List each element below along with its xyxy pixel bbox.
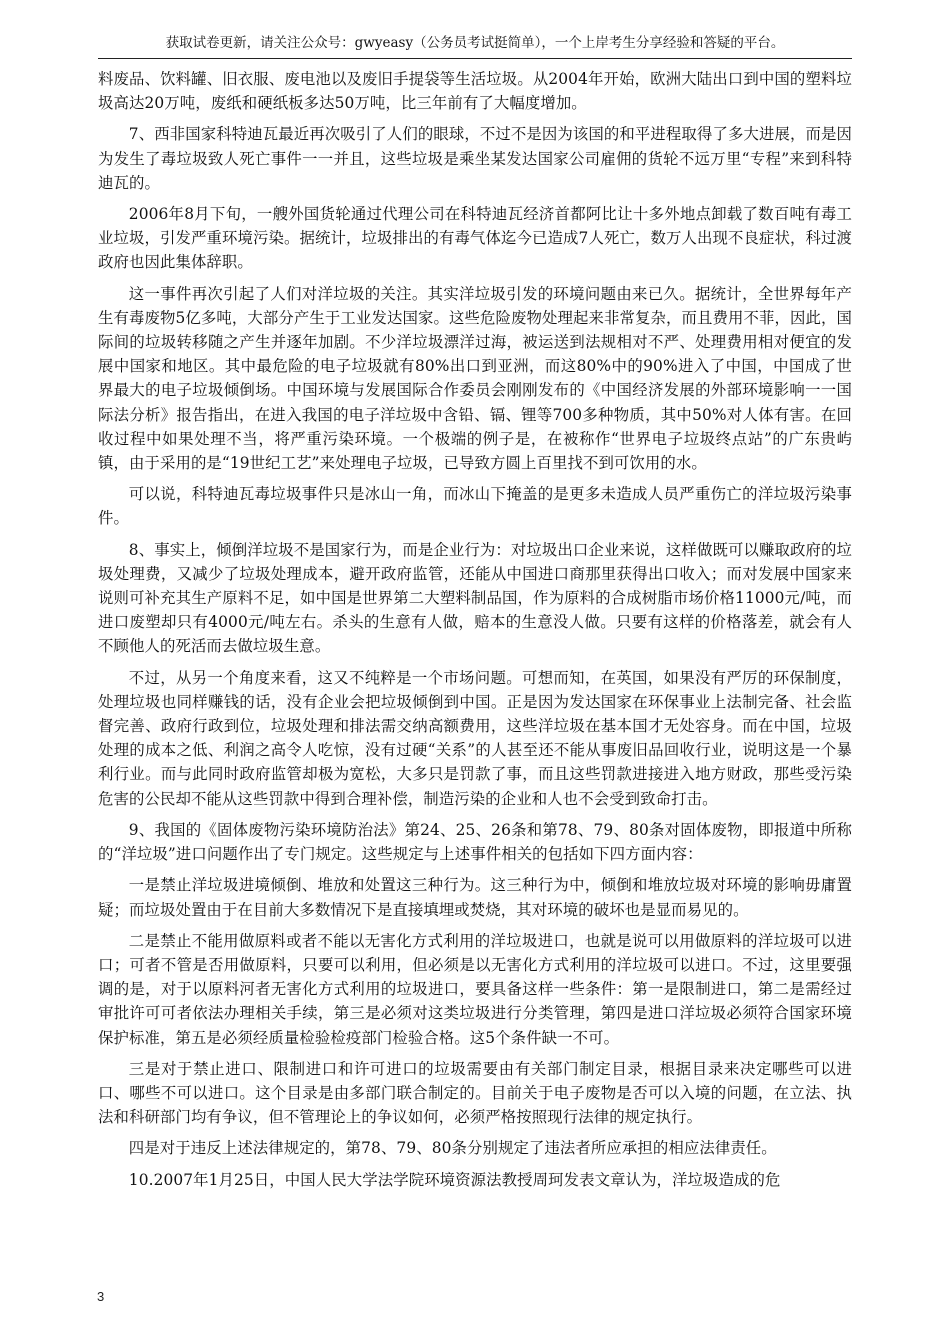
paragraph-7: 7、西非国家科特迪瓦最近再次吸引了人们的眼球，不过不是因为该国的和平进程取得了多大进展，而是因为发生了毒垃圾致人死亡事件一一并且，这些垃圾是乘坐某发达国家公司雇佣的货轮不远万里“专程”来到科特迪瓦的。 [98,125,852,192]
document-body [98,67,852,1199]
page-header: 获取试卷更新，请关注公众号：gwyeasy（公务员考试挺简单），一个上岸考生分享经验和答疑的平台。 [165,35,785,51]
paragraph-9-point-3: 三是对于禁止进口、限制进口和许可进口的垃圾需要由有关部门制定目录，根据目录来决定哪些可以进口、哪些不可以进口。这个目录是由多部门联合制定的。目前关于电子废物是否可以入境的问题，在立法、执法和科研部门均有争议，但不管理论上的争议如何，必须严格按照现行法律的规定执行。 [98,1059,852,1127]
paragraph-8: 8、事实上，倾倒洋垃圾不是国家行为，而是企业行为：对垃圾出口企业来说，这样做既可以赚取政府的垃圾处理费，又减少了垃圾处理成本，避开政府监管，还能从中国进口商那里获得出口收入；而对发展中国家来说则可补充其生产原料不足，如中国是世界第二大塑料制品国，作为原料的合成树脂市场价格11000元/吨，而进口废塑却只有4000元/吨左右。杀头的生意有人做，赔本的生意没人做。只要有这样的价格落差，就会有人不顾他人的死活而去做垃圾生意。 [98,540,852,656]
header-divider [98,58,852,59]
paragraph-continuation: 料废品、饮料罐、旧衣服、废电池以及废旧手提袋等生活垃圾。从2004年开始，欧洲大陆出口到中国的塑料垃圾高达20万吨，废纸和硬纸板多达50万吨，比三年前有了大幅度增加。 [98,70,852,113]
page-number: 3 [97,1289,105,1304]
paragraph-9-point-4: 四是对于违反上述法律规定的，第78、79、80条分别规定了违法者所应承担的相应法律责任。 [128,1139,777,1158]
paragraph-9-point-2: 二是禁止不能用做原料或者不能以无害化方式利用的洋垃圾进口，也就是说可以用做原料的洋垃圾可以进口；可者不管是否用做原料，只要可以利用，但必须是以无害化方式利用的洋垃圾可以进口。不过，这里要强调的是，对于以原料河者无害化方式利用的垃圾进口，要具备这样一些条件：第一是限制进口，第二是需经过审批许可可者依法办理相关手续，第三是必须对这类垃圾进行分类管理，第四是进口洋垃圾必须符合国家环境保护标准，第五是必须经质量检验检疫部门检验合格。这5个条件缺一不可。 [98,931,852,1047]
paragraph-7-summary: 可以说，科特迪瓦毒垃圾事件只是冰山一角，而冰山下掩盖的是更多未造成人员严重伤亡的洋垃圾污染事件。 [98,485,852,528]
paragraph-7-background: 这一事件再次引起了人们对洋垃圾的关注。其实洋垃圾引发的环境问题由来已久。据统计，全世界每年产生有毒废物5亿多吨，大部分产生于工业发达国家。这些危险废物处理起来非常复杂，而且费用不菲，因此，国际间的垃圾转移随之产生并逐年加剧。不少洋垃圾漂洋过海，被运送到法规相对不严、处理费用相对便宜的发展中国家和地区。其中最危险的电子垃圾就有80%出口到亚洲，而这80%中的90%进入了中国，中国成了世界最大的电子垃圾倾倒场。中国环境与发展国际合作委员会刚刚发布的《中国经济发展的外部环境影响一一国际法分析》报告指出，在进入我国的电子洋垃圾中含铅、镉、锂等700多种物质，其中50%对人体有害。在回收过程中如果处理不当，将严重污染环境。一个极端的例子是，在被称作“世界电子垃圾终点站”的广东贵屿镇，由于采用的是“19世纪工艺”来处理电子垃圾，已导致方圆上百里找不到可饮用的水。 [98,284,852,473]
paragraph-9: 9、我国的《固体废物污染环境防治法》第24、25、26条和第78、79、80条对固体废物，即报道中所称的“洋垃圾”进口问题作出了专门规定。这些规定与上述事件相关的包括如下四方面内容： [98,820,852,864]
paragraph-7-event: 2006年8月下旬，一艘外国货轮通过代理公司在科特迪瓦经济首都阿比让十多外地点卸载了数百吨有毒工业垃圾，引发严重环境污染。据统计，垃圾排出的有毒气体迄今已造成7人死亡，数万人出现不良症状，科过渡政府也因此集体辞职。 [98,205,852,272]
paragraph-8-market: 不过，从另一个角度来看，这又不纯粹是一个市场问题。可想而知，在英国，如果没有严厉的环保制度，处理垃圾也同样赚钱的话，没有企业会把垃圾倾倒到中国。正是因为发达国家在环保事业上法制完备、社会监督完善、政府行政到位，垃圾处理和排法需交纳高额费用，这些洋垃圾在基本国才无处容身。而在中国，垃圾处理的成本之低、利润之高令人吃惊，没有过硬“关系”的人甚至还不能从事废旧品回收行业，说明这是一个暴利行业。而与此同时政府监管却极为宽松，大多只是罚款了事，而且这些罚款进接进入地方财政，那些受污染危害的公民却不能从这些罚款中得到合理补偿，制造污染的企业和人也不会受到致命打击。 [98,668,852,808]
paragraph-10: 10.2007年1月25日，中国人民大学法学院环境资源法教授周珂发表文章认为，洋垃圾造成的危 [128,1170,781,1189]
paragraph-9-point-1: 一是禁止洋垃圾进境倾倒、堆放和处置这三种行为。这三种行为中，倾倒和堆放垃圾对环境的影响毋庸置疑；而垃圾处置由于在目前大多数情况下是直接填埋或焚烧，其对环境的破坏也是显而易见的。 [98,876,852,919]
